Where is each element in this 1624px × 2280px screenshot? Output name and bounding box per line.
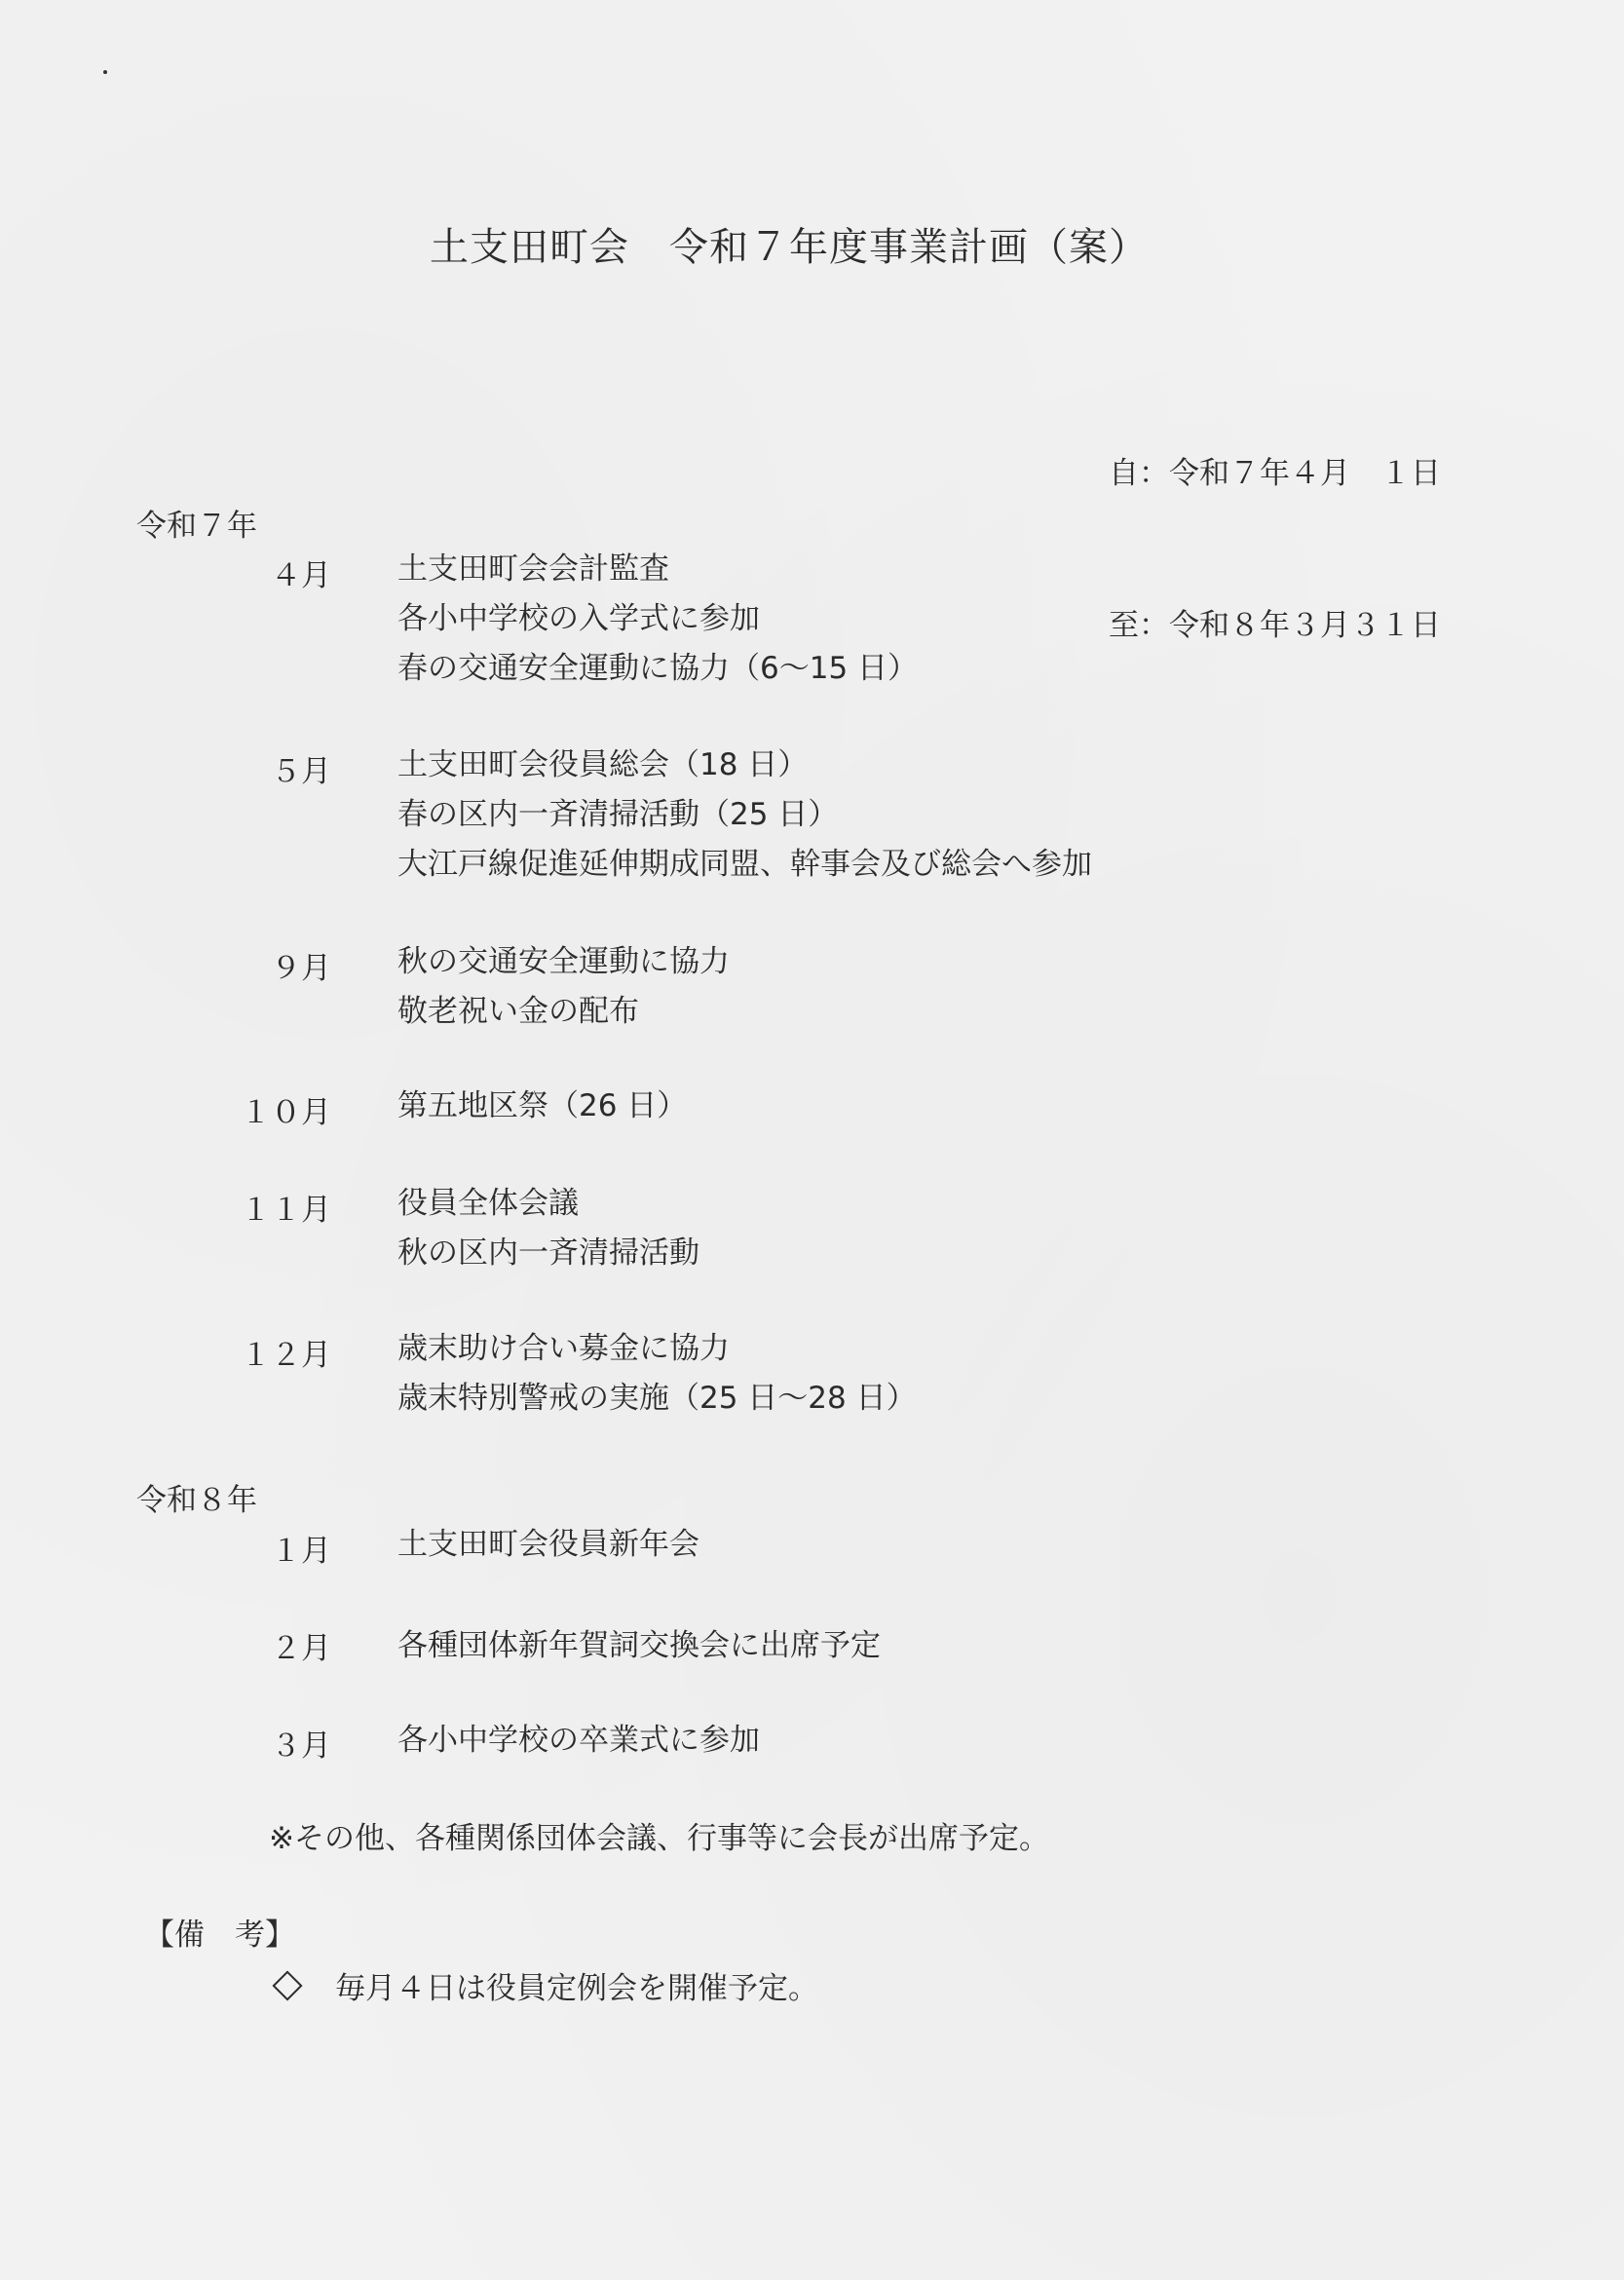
remarks-heading: 【備 考】 — [144, 1918, 295, 1953]
document-title: 土支田町会 令和７年度事業計画（案） — [430, 225, 1149, 270]
month-items — [397, 1520, 699, 1570]
month-items — [397, 545, 918, 694]
schedule-item: 歳末特別警戒の実施（25 日～28 日） — [397, 1381, 917, 1416]
schedule-item: 敬老祝い金の配布 — [397, 994, 639, 1029]
month-label: ５月 — [271, 754, 331, 789]
month-items — [397, 1621, 881, 1671]
other-events-note: ※その他、各種関係団体会議、行事等に会長が出席予定。 — [269, 1821, 1049, 1856]
month-items — [397, 1082, 687, 1131]
month-label: ９月 — [271, 951, 331, 986]
schedule-item: 土支田町会会計監査 — [397, 551, 669, 587]
month-items — [397, 1179, 699, 1278]
remark-text: 毎月４日は役員定例会を開催予定。 — [335, 1971, 818, 2006]
month-label: １２月 — [241, 1338, 331, 1373]
diamond-icon — [272, 1970, 302, 2000]
schedule-item: 各小中学校の入学式に参加 — [397, 601, 760, 636]
month-items — [397, 1324, 917, 1424]
month-label: １１月 — [241, 1193, 331, 1228]
month-items — [397, 741, 1092, 890]
remark-item — [271, 1963, 818, 2007]
schedule-item: 役員全体会議 — [397, 1186, 579, 1221]
schedule-item: 大江戸線促進延伸期成同盟、幹事会及び総会へ参加 — [397, 847, 1092, 882]
schedule-item: 土支田町会役員総会（18 日） — [397, 747, 809, 782]
schedule-item: 各小中学校の卒業式に参加 — [397, 1723, 760, 1758]
year-heading-reiwa8: 令和８年 — [136, 1483, 257, 1518]
schedule-item: 土支田町会役員新年会 — [397, 1527, 699, 1562]
month-label: １月 — [271, 1534, 331, 1569]
period-to: 至：令和８年３月３１日 — [1109, 608, 1441, 643]
scan-speck — [103, 70, 107, 74]
year-heading-reiwa7: 令和７年 — [136, 509, 257, 544]
schedule-item: 春の交通安全運動に協力（6～15 日） — [397, 651, 919, 686]
schedule-item: 春の区内一斉清掃活動（25 日） — [397, 797, 839, 832]
fiscal-period — [1109, 347, 1441, 752]
month-label: ４月 — [271, 558, 331, 593]
schedule-item: 第五地区祭（26 日） — [397, 1088, 688, 1123]
schedule-item: 秋の区内一斉清掃活動 — [397, 1235, 699, 1271]
schedule-item: 歳末助け合い募金に協力 — [397, 1331, 730, 1366]
month-label: ２月 — [271, 1631, 331, 1666]
schedule-item: 秋の交通安全運動に協力 — [397, 944, 730, 979]
period-from: 自：令和７年４月 １日 — [1109, 456, 1441, 491]
month-label: ３月 — [271, 1729, 331, 1764]
schedule-item: 各種団体新年賀詞交換会に出席予定 — [397, 1628, 881, 1663]
month-items — [397, 1716, 760, 1766]
month-items — [397, 937, 730, 1037]
month-label: １０月 — [241, 1095, 331, 1130]
